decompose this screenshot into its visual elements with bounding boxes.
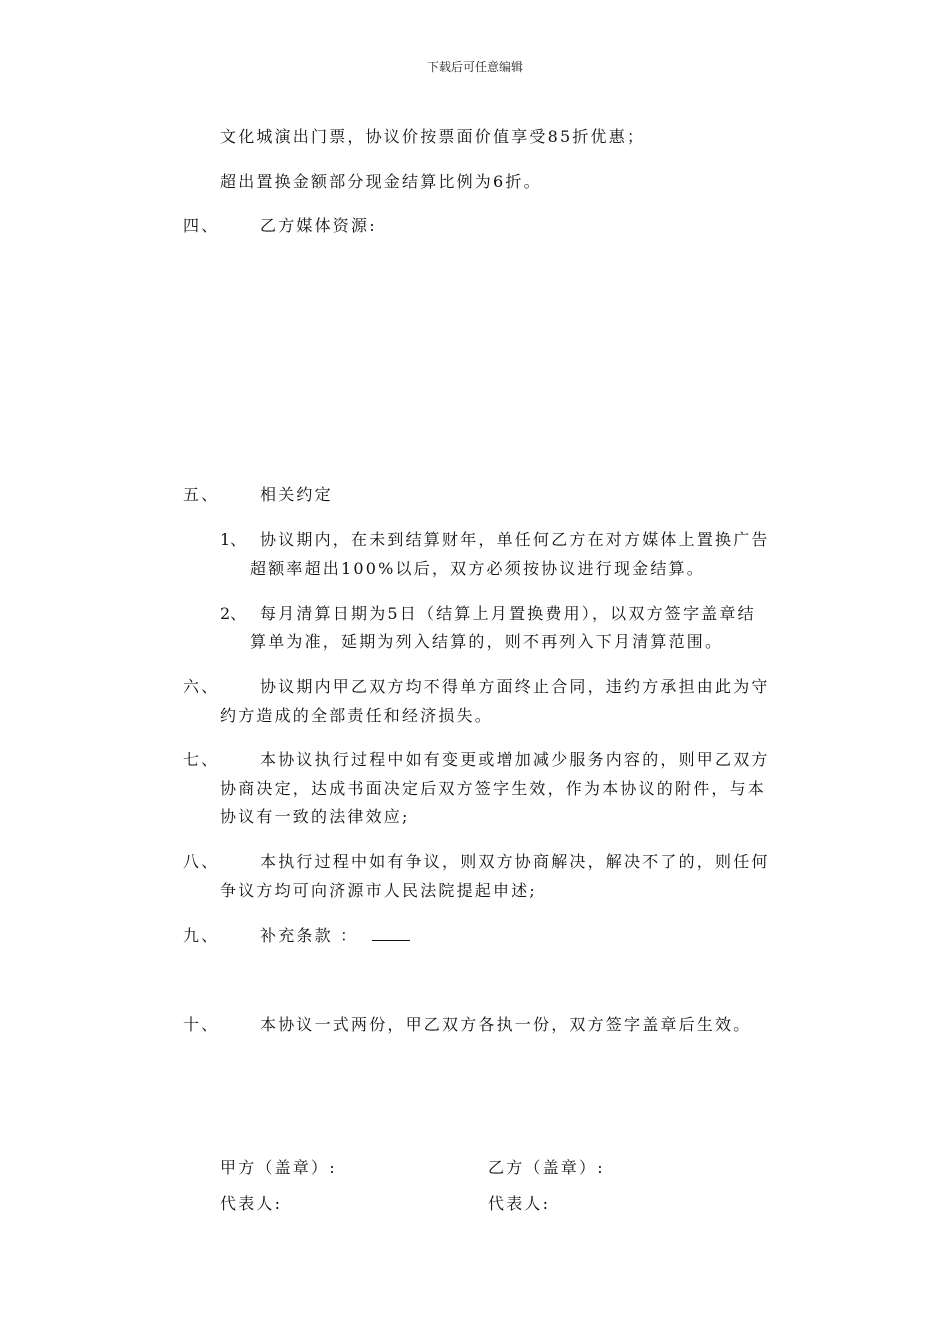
section-7-number: 七、 — [183, 750, 220, 769]
section-9-number: 九、 — [183, 926, 220, 945]
section-10-number: 十、 — [183, 1015, 220, 1034]
section-6-line-1: 协议期内甲乙双方均不得单方面终止合同，违约方承担由此为守 — [260, 677, 770, 696]
party-a-representative-label: 代表人: — [220, 1194, 283, 1213]
paragraph-cash-settlement: 超出置换金额部分现金结算比例为6折。 — [220, 172, 542, 191]
paragraph-ticket-discount: 文化城演出门票，协议价按票面价值享受85折优惠； — [220, 127, 646, 146]
section-5-number: 五、 — [183, 485, 220, 504]
section-4-number: 四、 — [183, 216, 220, 235]
clause-2-line-2: 算单为准，延期为列入结算的，则不再列入下月清算范围。 — [250, 632, 724, 651]
clause-1-line-2: 超额率超出100%以后，双方必须按协议进行现金结算。 — [250, 559, 705, 578]
supplementary-blank-line — [372, 926, 410, 941]
party-b-representative-label: 代表人: — [488, 1194, 551, 1213]
clause-2-number: 2、 — [220, 604, 247, 623]
party-b-seal-label: 乙方（盖章）: — [488, 1158, 605, 1177]
section-5-title: 相关约定 — [260, 485, 333, 504]
section-6-line-2: 约方造成的全部责任和经济损失。 — [220, 706, 494, 725]
section-9-label: 补充条款 ： — [260, 926, 359, 945]
clause-1-number: 1、 — [220, 530, 247, 549]
clause-1-line-1: 协议期内，在未到结算财年，单任何乙方在对方媒体上置换广告 — [260, 530, 770, 549]
section-7-line-3: 协议有一致的法律效应; — [220, 807, 410, 826]
section-6-number: 六、 — [183, 677, 220, 696]
clause-2-line-1: 每月清算日期为5日（结算上月置换费用），以双方签字盖章结 — [260, 604, 756, 623]
section-4-title: 乙方媒体资源: — [260, 216, 377, 235]
section-8-line-1: 本执行过程中如有争议，则双方协商解决，解决不了的，则任何 — [260, 852, 770, 871]
section-7-line-1: 本协议执行过程中如有变更或增加减少服务内容的，则甲乙双方 — [260, 750, 770, 769]
party-a-seal-label: 甲方（盖章）: — [220, 1158, 337, 1177]
page-header: 下载后可任意编辑 — [426, 60, 523, 74]
section-7-line-2: 协商决定，达成书面决定后双方签字生效，作为本协议的附件，与本 — [220, 779, 767, 798]
section-10-title: 本协议一式两份，甲乙双方各执一份，双方签字盖章后生效。 — [260, 1015, 752, 1034]
section-8-line-2: 争议方均可向济源市人民法院提起申述; — [220, 881, 537, 900]
section-8-number: 八、 — [183, 852, 220, 871]
section-9-title — [260, 925, 410, 947]
